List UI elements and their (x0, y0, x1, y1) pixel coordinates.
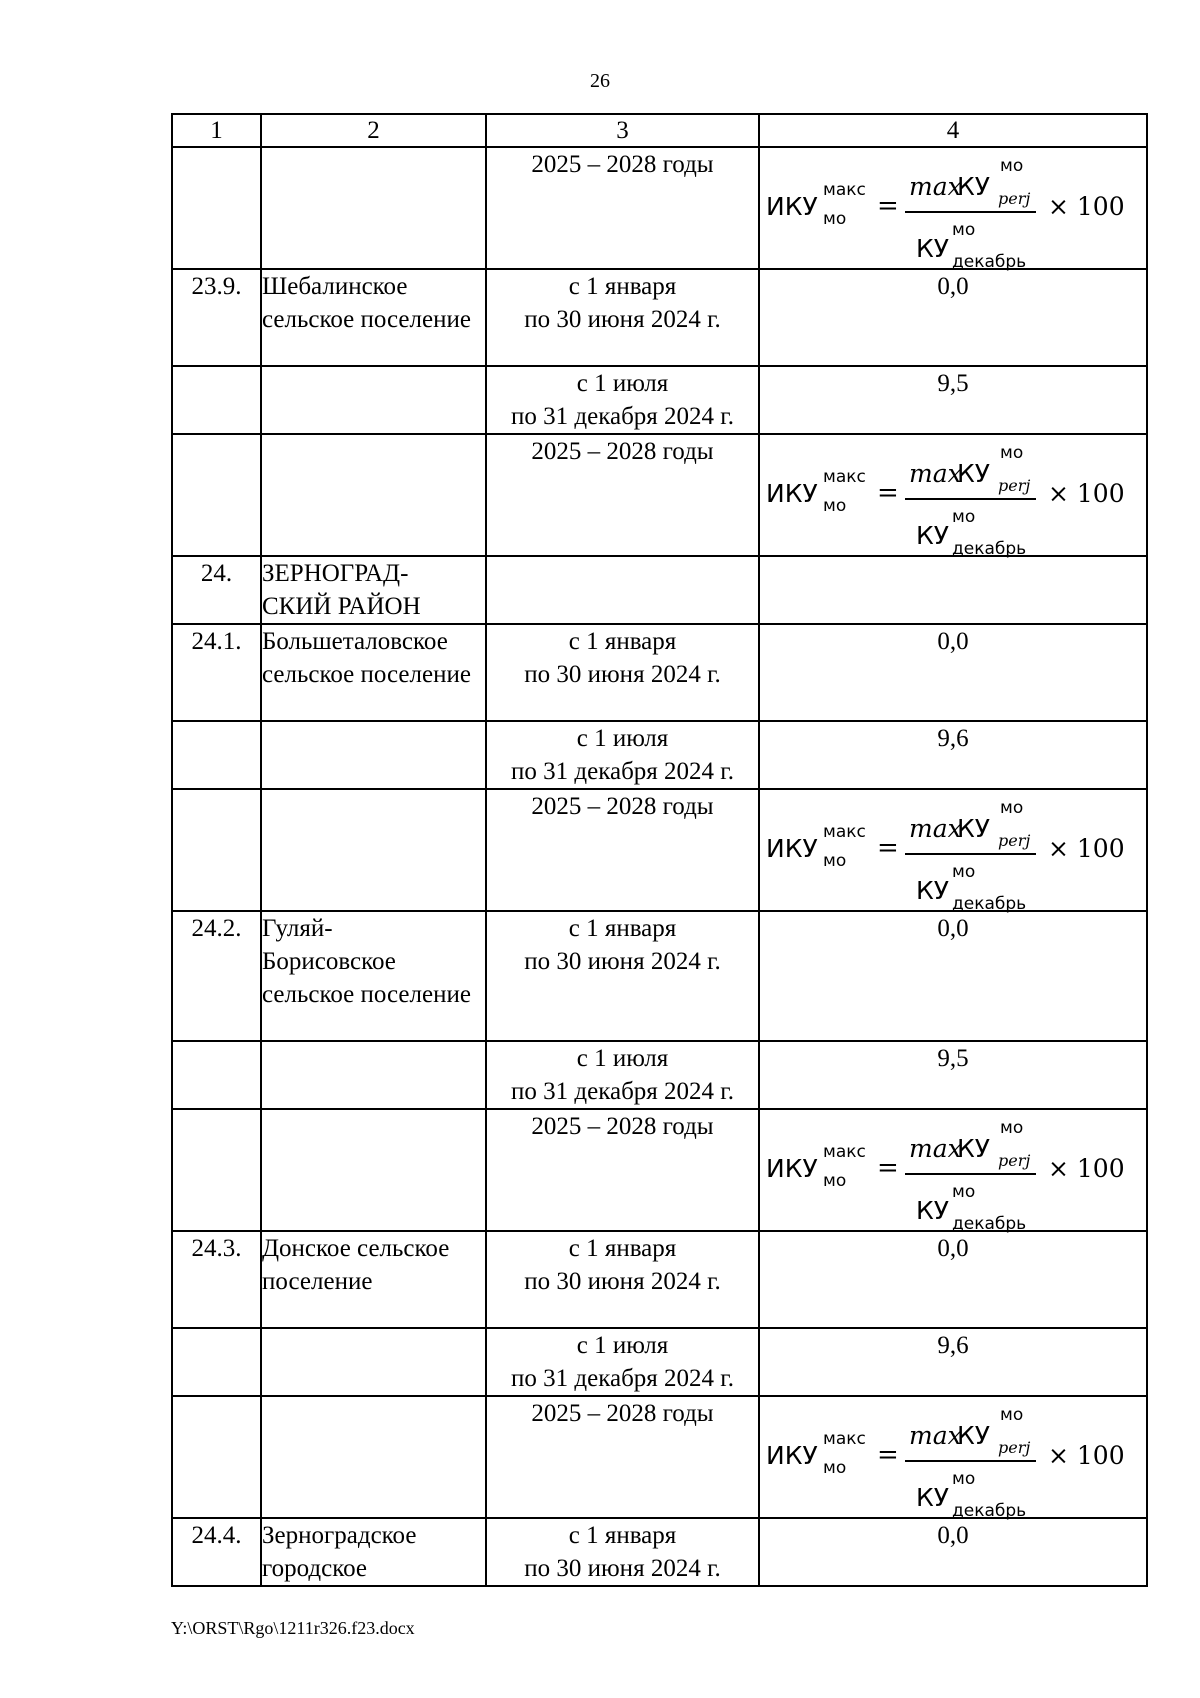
formula-lhs-superscript: макс (823, 180, 866, 200)
value-cell: 0,0 (759, 911, 1147, 1041)
formula-numerator-max: max (909, 459, 962, 488)
period-cell: с 1 июля по 31 декабря 2024 г. (486, 1328, 759, 1396)
period-cell: 2025 – 2028 годы (486, 434, 759, 556)
formula-numerator-ku: КУ (957, 814, 990, 843)
formula-lhs-subscript: мо (823, 851, 847, 871)
row-number: 24.4. (172, 1518, 261, 1586)
table-row (172, 1109, 1147, 1231)
tariff-table (171, 113, 1148, 1587)
formula-cell (759, 147, 1147, 272)
formula-numerator-ku: КУ (957, 459, 990, 488)
table-row (172, 1328, 1147, 1396)
row-number (172, 1396, 261, 1518)
formula-equals: = (877, 191, 899, 221)
table-row (172, 624, 1147, 721)
formula-denominator-subscript: декабрь (952, 1214, 1027, 1234)
settlement-name (261, 434, 486, 556)
table-row (172, 366, 1147, 434)
formula-numerator-subscript: perj (998, 831, 1031, 850)
formula-numerator-subscript: perj (998, 1151, 1031, 1170)
formula-lhs: ИКУ (766, 1441, 818, 1470)
settlement-name (261, 1041, 486, 1109)
value-cell (759, 556, 1147, 624)
row-number: 24. (172, 556, 261, 624)
formula-lhs: ИКУ (766, 1154, 818, 1183)
value-cell: 0,0 (759, 624, 1147, 721)
formula-numerator-superscript: мо (1000, 1118, 1024, 1138)
formula-numerator-superscript: мо (1000, 798, 1024, 818)
formula-multiplier: × 100 (1048, 192, 1125, 221)
settlement-name: Зерноградское городское (261, 1518, 486, 1586)
formula-numerator-max: max (909, 172, 962, 201)
formula-numerator-subscript: perj (998, 476, 1031, 495)
row-number: 24.3. (172, 1231, 261, 1328)
value-cell: 9,5 (759, 1041, 1147, 1109)
formula-numerator-max: max (909, 814, 962, 843)
settlement-name (261, 1109, 486, 1231)
formula-denominator-subscript: декабрь (952, 539, 1027, 559)
formula-equals: = (877, 1440, 899, 1470)
settlement-name: Гуляй- Борисовское сельское поселение (261, 911, 486, 1041)
formula-lhs: ИКУ (766, 192, 818, 221)
formula-denominator-subscript: декабрь (952, 252, 1027, 272)
period-cell: 2025 – 2028 годы (486, 789, 759, 911)
formula-multiplier: × 100 (1048, 479, 1125, 508)
formula-lhs-superscript: макс (823, 1142, 866, 1162)
formula-numerator-max: max (909, 1134, 962, 1163)
period-cell: 2025 – 2028 годы (486, 1109, 759, 1231)
formula-denominator-subscript: декабрь (952, 894, 1027, 914)
table-row (172, 556, 1147, 624)
settlement-name (261, 721, 486, 789)
row-number (172, 789, 261, 911)
fraction-bar (905, 498, 1036, 500)
formula-denominator-subscript: декабрь (952, 1501, 1027, 1521)
formula-equals: = (877, 478, 899, 508)
formula-lhs-superscript: макс (823, 467, 866, 487)
settlement-name (261, 366, 486, 434)
formula-numerator-subscript: perj (998, 189, 1031, 208)
formula-numerator-ku: КУ (957, 1421, 990, 1450)
table-row (172, 1518, 1147, 1586)
index-formula (760, 790, 1146, 914)
settlement-name (261, 1328, 486, 1396)
row-number (172, 366, 261, 434)
row-number (172, 721, 261, 789)
period-cell: с 1 июля по 31 декабря 2024 г. (486, 1041, 759, 1109)
formula-denominator-superscript: мо (952, 1469, 976, 1489)
row-number (172, 147, 261, 269)
header-col-2: 2 (261, 114, 486, 147)
index-formula (760, 1110, 1146, 1234)
formula-equals: = (877, 833, 899, 863)
formula-cell (759, 1109, 1147, 1234)
formula-denominator-superscript: мо (952, 862, 976, 882)
formula-cell (759, 1396, 1147, 1521)
formula-denominator-superscript: мо (952, 220, 976, 240)
value-cell: 0,0 (759, 269, 1147, 366)
formula-denominator-ku: КУ (916, 521, 949, 550)
table-row (172, 911, 1147, 1041)
settlement-name: Шебалинское сельское поселение (261, 269, 486, 366)
table-row (172, 1041, 1147, 1109)
formula-numerator-superscript: мо (1000, 443, 1024, 463)
table-row (172, 269, 1147, 366)
index-formula (760, 1397, 1146, 1521)
period-cell: с 1 июля по 31 декабря 2024 г. (486, 366, 759, 434)
row-number (172, 1109, 261, 1231)
period-cell (486, 556, 759, 624)
formula-denominator-ku: КУ (916, 1196, 949, 1225)
page-number: 26 (590, 70, 610, 92)
value-cell: 9,6 (759, 721, 1147, 789)
formula-multiplier: × 100 (1048, 1441, 1125, 1470)
formula-numerator-subscript: perj (998, 1438, 1031, 1457)
settlement-name: Большеталовское сельское поселение (261, 624, 486, 721)
settlement-name (261, 789, 486, 911)
formula-multiplier: × 100 (1048, 1154, 1125, 1183)
row-number: 23.9. (172, 269, 261, 366)
period-cell: с 1 января по 30 июня 2024 г. (486, 911, 759, 1041)
formula-equals: = (877, 1153, 899, 1183)
formula-numerator-superscript: мо (1000, 1405, 1024, 1425)
index-formula (760, 148, 1146, 272)
settlement-name: Донское сельское поселение (261, 1231, 486, 1328)
row-number: 24.1. (172, 624, 261, 721)
row-number: 24.2. (172, 911, 261, 1041)
formula-denominator-ku: КУ (916, 1483, 949, 1512)
table-row (172, 1231, 1147, 1328)
formula-lhs-superscript: макс (823, 822, 866, 842)
period-cell: 2025 – 2028 годы (486, 1396, 759, 1518)
fraction-bar (905, 1460, 1036, 1462)
formula-lhs-superscript: макс (823, 1429, 866, 1449)
formula-numerator-ku: КУ (957, 1134, 990, 1163)
header-col-4: 4 (759, 114, 1147, 147)
fraction-bar (905, 1173, 1036, 1175)
period-cell: с 1 января по 30 июня 2024 г. (486, 1231, 759, 1328)
fraction-bar (905, 853, 1036, 855)
formula-lhs-subscript: мо (823, 1171, 847, 1191)
period-cell: с 1 июля по 31 декабря 2024 г. (486, 721, 759, 789)
value-cell: 0,0 (759, 1518, 1147, 1586)
table-header-row (172, 114, 1147, 147)
formula-lhs-subscript: мо (823, 209, 847, 229)
table-row (172, 721, 1147, 789)
header-col-3: 3 (486, 114, 759, 147)
file-path-footer: Y:\ORST\Rgo\1211r326.f23.docx (171, 1618, 415, 1638)
formula-denominator-superscript: мо (952, 1182, 976, 1202)
formula-denominator-superscript: мо (952, 507, 976, 527)
period-cell: с 1 января по 30 июня 2024 г. (486, 1518, 759, 1586)
formula-numerator-ku: КУ (957, 172, 990, 201)
row-number (172, 1328, 261, 1396)
formula-multiplier: × 100 (1048, 834, 1125, 863)
formula-lhs: ИКУ (766, 834, 818, 863)
settlement-name: ЗЕРНОГРАД- СКИЙ РАЙОН (261, 556, 486, 624)
period-cell: с 1 января по 30 июня 2024 г. (486, 269, 759, 366)
period-cell: с 1 января по 30 июня 2024 г. (486, 624, 759, 721)
table-row (172, 789, 1147, 911)
formula-lhs-subscript: мо (823, 496, 847, 516)
formula-numerator-superscript: мо (1000, 156, 1024, 176)
formula-cell (759, 434, 1147, 559)
settlement-name (261, 1396, 486, 1518)
value-cell: 9,6 (759, 1328, 1147, 1396)
formula-numerator-max: max (909, 1421, 962, 1450)
header-col-1: 1 (172, 114, 261, 147)
table-row (172, 1396, 1147, 1518)
formula-cell (759, 789, 1147, 914)
formula-lhs-subscript: мо (823, 1458, 847, 1478)
row-number (172, 434, 261, 556)
period-cell: 2025 – 2028 годы (486, 147, 759, 269)
settlement-name (261, 147, 486, 269)
value-cell: 9,5 (759, 366, 1147, 434)
value-cell: 0,0 (759, 1231, 1147, 1328)
fraction-bar (905, 211, 1036, 213)
index-formula (760, 435, 1146, 559)
formula-denominator-ku: КУ (916, 876, 949, 905)
table-row (172, 147, 1147, 269)
formula-denominator-ku: КУ (916, 234, 949, 263)
table-row (172, 434, 1147, 556)
row-number (172, 1041, 261, 1109)
formula-lhs: ИКУ (766, 479, 818, 508)
